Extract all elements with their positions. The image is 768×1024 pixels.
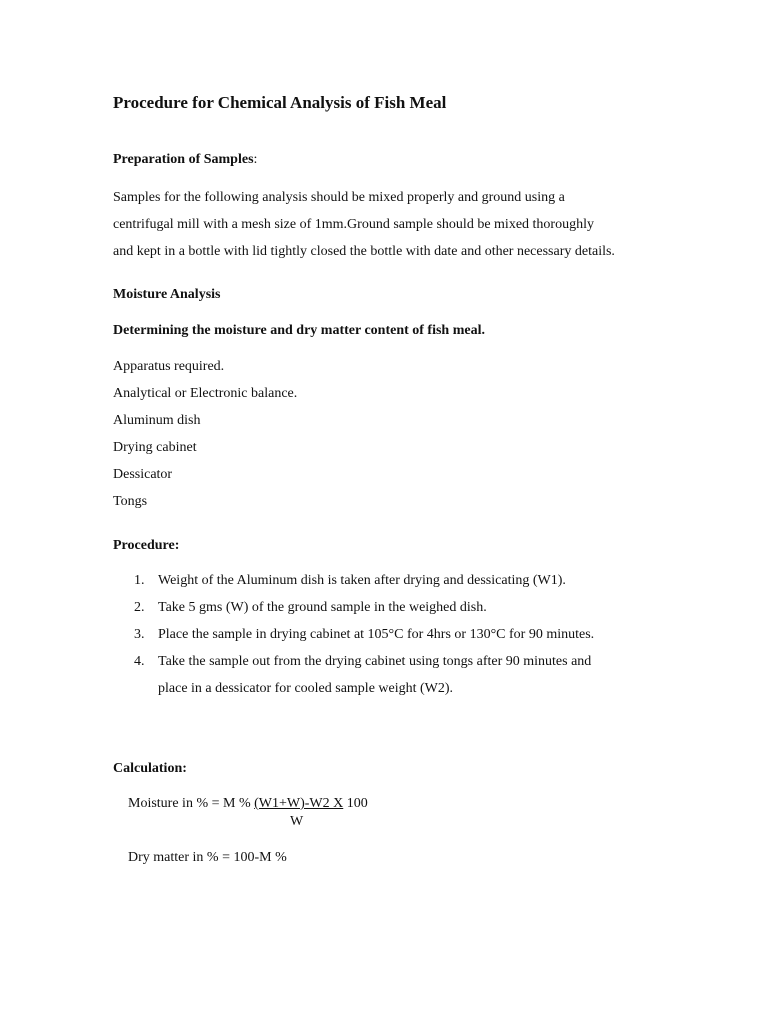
paragraph-line: centrifugal mill with a mesh size of 1mm.Ground sample should be mixed thoroughly [113, 217, 594, 232]
step-text: Take 5 gms (W) of the ground sample in the weighed dish. [158, 600, 487, 615]
calculation-heading: Calculation: [113, 761, 187, 776]
preparation-heading: Preparation of Samples [113, 152, 254, 167]
preparation-heading-line [113, 152, 257, 168]
moisture-heading: Moisture Analysis [113, 287, 221, 302]
paragraph-line: Samples for the following analysis should be mixed properly and ground using a [113, 190, 565, 205]
apparatus-item: Drying cabinet [113, 440, 197, 455]
step-number: 3. [134, 627, 145, 642]
document-title: Procedure for Chemical Analysis of Fish Meal [113, 93, 447, 112]
apparatus-list [113, 353, 297, 515]
step-text: Weight of the Aluminum dish is taken after drying and dessicating (W1). [158, 573, 566, 588]
preparation-paragraph [113, 184, 615, 265]
step-number: 4. [134, 654, 145, 669]
dry-matter-formula: Dry matter in % = 100-M % [128, 850, 287, 865]
step-number: 2. [134, 600, 145, 615]
moisture-formula [128, 796, 368, 812]
formula-prefix: Moisture in % = M % [128, 796, 255, 811]
apparatus-item: Analytical or Electronic balance. [113, 386, 298, 401]
procedure-heading: Procedure: [113, 538, 180, 553]
step-text: place in a dessicator for cooled sample weight (W2). [158, 681, 454, 696]
apparatus-item: Tongs [113, 494, 148, 509]
apparatus-item: Aluminum dish [113, 413, 201, 428]
formula-multiplier: 100 [343, 796, 368, 811]
preparation-heading-colon: : [253, 152, 258, 167]
step-number: 1. [134, 573, 145, 588]
formula-denominator: W [290, 814, 304, 829]
apparatus-item: Dessicator [113, 467, 173, 482]
moisture-subheading: Determining the moisture and dry matter content of fish meal. [113, 323, 485, 338]
apparatus-heading: Apparatus required. [113, 359, 225, 374]
step-text: Take the sample out from the drying cabinet using tongs after 90 minutes and [158, 654, 592, 669]
paragraph-line: and kept in a bottle with lid tightly closed the bottle with date and other necessary details. [113, 244, 615, 259]
step-text: Place the sample in drying cabinet at 105°C for 4hrs or 130°C for 90 minutes. [158, 627, 595, 642]
formula-numerator: (W1+W)-W2 X [254, 796, 344, 811]
